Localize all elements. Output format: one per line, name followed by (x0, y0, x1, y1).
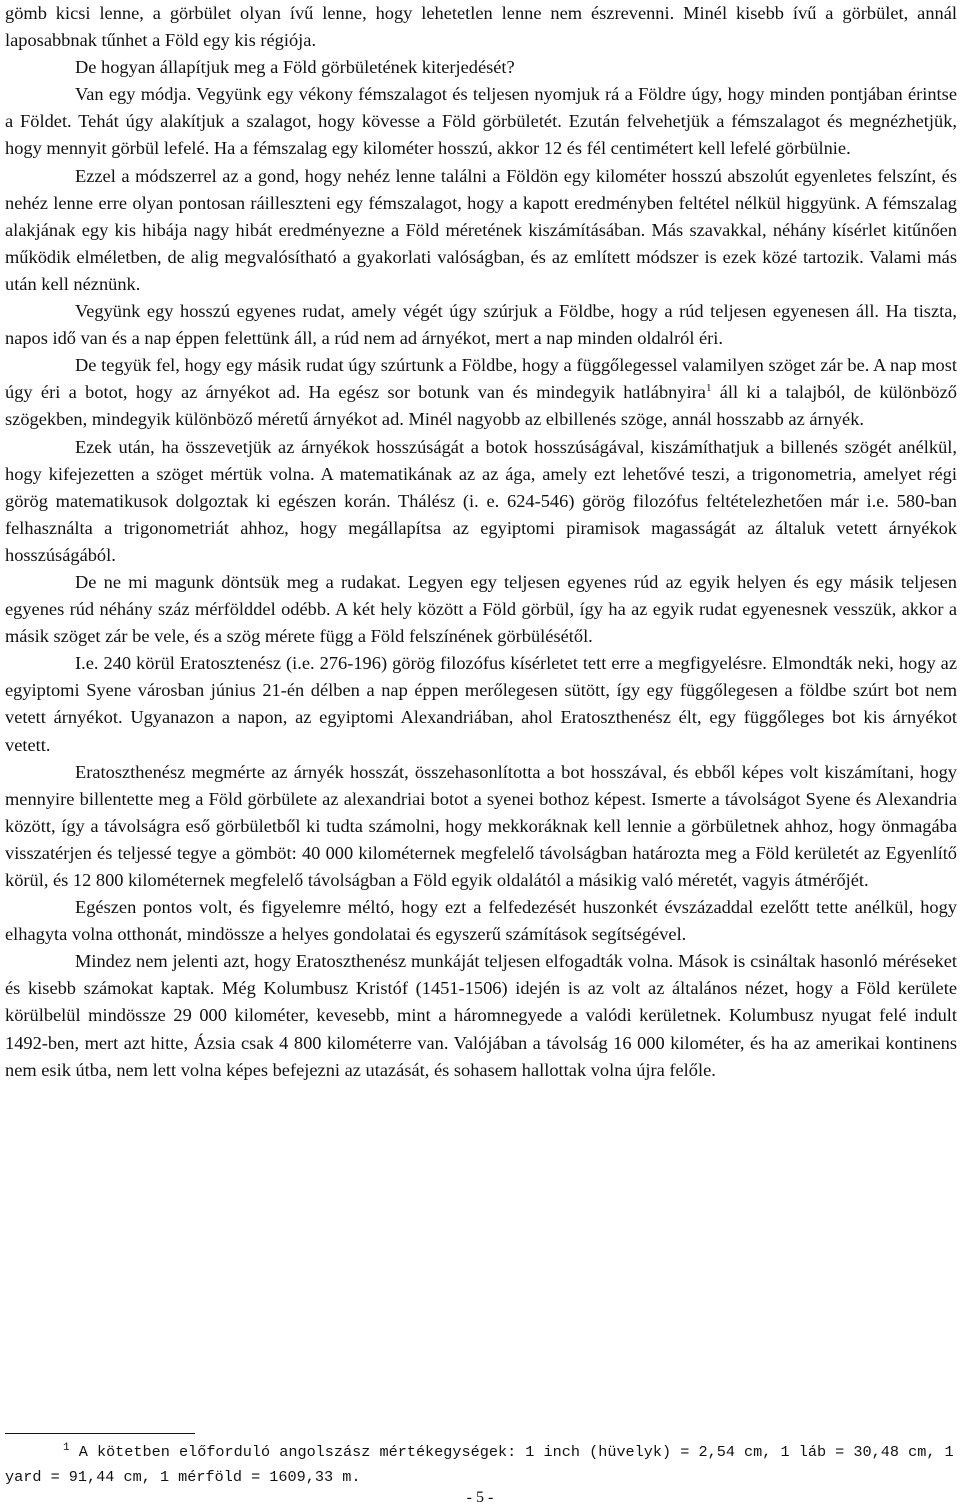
paragraph: Ezzel a módszerrel az a gond, hogy nehéz lenne találni a Földön egy kilométer hosszú abszolút egyenletes felszínt, és nehéz lenne erre olyan pontosan ráilleszteni egy fémszalagot, hogy a kapott eredményben feltétel nélkül higgyünk. A fémszalag alakjának egy kis hibája nagy hibát eredményezne a Föld méretének kiszámításában. Más szavakkal, néhány kísérlet kitűnően működik elméletben, de alig megvalósítható a gyakorlati valóságban, és az említett módszer is ezek közé tartozik. Valami más után kell néznünk. (5, 165, 957, 294)
paragraph: De ne mi magunk döntsük meg a rudakat. Legyen egy teljesen egyenes rúd az egyik helyen és egy másik teljesen egyenes rúd néhány száz mérfölddel odébb. A két hely között a Föld görbül, így ha az egyik rudat egyenesnek vesszük, akkor a másik szöget zár be vele, és a szög mérete függ a Föld felszínének görbülésétől. (5, 571, 957, 647)
footnote (5, 1440, 957, 1490)
paragraph: Mindez nem jelenti azt, hogy Eratoszthenész munkáját teljesen elfogadták volna. Mások is csináltak hasonló méréseket és kisebb számokat kaptak. Még Kolumbusz Kristóf (1451-1506) idején is az volt az általános nézet, hogy a Föld kerülete körülbelül mindössze 29 000 kilométer, kevesebb, mint a háromnegyede a valódi kerületnek. Kolumbusz nyugat felé indult 1492-ben, mert azt hitte, Ázsia csak 4 800 kilométerre van. Valójában a távolság 16 000 kilométer, és ha az amerikai kontinens nem esik útba, nem lett volna képes befejezni az utazását, és sohasem hallottak volna újra felőle. (5, 951, 957, 1080)
footnote-separator (5, 1433, 195, 1434)
paragraph-text-after-footnote: áll ki a talajból, de különböző szögekben, mindegyik különböző méretű árnyékot ad. Minél nagyobb az elbillenés szöge, annál hosszabb az árnyék. (5, 382, 957, 430)
paragraph: Egészen pontos volt, és figyelemre méltó, hogy ezt a felfedezését huszonkét évszázaddal ezelőtt tette anélkül, hogy elhagyta volna otthonát, mindössze a helyes gondolatai és egyszerű számítások segítségével. (5, 897, 957, 945)
paragraph: Ezek után, ha összevetjük az árnyékok hosszúságát a botok hosszúságával, kiszámíthatjuk a billenés szögét anélkül, hogy kifejezetten a szöget mértük volna. A matematikának az az ága, amely ezt lehetővé teszi, a trigonometria, amelyet régi görög matematikusok dolgoztak ki egészen korán. Thálész (i. e. 624-546) görög filozófus feltételezhetően már i.e. 580-ban felhasználta a trigonometriát ahhoz, hogy megállapítsa az egyiptomi piramisok magasságát az általuk vetett árnyékok hosszúságából. (5, 436, 957, 565)
paragraph: Van egy módja. Vegyünk egy vékony fémszalagot és teljesen nyomjuk rá a Földre úgy, hogy minden pontjában érintse a Földet. Tehát úgy alakítjuk a szalagot, hogy kövesse a Föld görbületét. Ezután felvehetjük a fémszalagot és megnézhetjük, hogy mennyit görbül lefelé. Ha a fémszalag egy kilométer hosszú, akkor 12 és fél centimétert kell lefelé görbülnie. (5, 84, 957, 159)
paragraph: I.e. 240 körül Eratosztenész (i.e. 276-196) görög filozófus kísérletet tett erre a megfigyelésre. Elmondták neki, hogy az egyiptomi Syene városban június 21-én délben a nap éppen merőlegesen sütött, így egy függőlegesen a földbe szúrt bot nem vetett árnyékot. Ugyanazon a napon, az egyiptomi Alexandriában, ahol Eratoszthenész élt, egy függőleges bot kis árnyékot vetett. (5, 653, 957, 755)
footnote-text: A kötetben előforduló angolszász mértékegységek: 1 inch (hüvelyk) = 2,54 cm, 1 láb = 30,48 cm, 1 yard = 91,44 cm, 1 mérföld = 1609,33 m. (5, 1443, 954, 1486)
paragraph: Vegyünk egy hosszú egyenes rudat, amely végét úgy szúrjuk a Földbe, hogy a rúd teljesen egyenesen áll. Ha tiszta, napos idő van és a nap éppen felettünk áll, a rúd nem ad árnyékot, mert a nap minden oldalról éri. (5, 301, 957, 349)
paragraph (5, 352, 957, 433)
footnote-marker: 1 (63, 1441, 70, 1454)
page-number: - 5 - (466, 1489, 494, 1506)
paragraph-text-before-footnote: De tegyük fel, hogy egy másik rudat úgy szúrtunk a Földbe, hogy a függőlegessel valamilyen szöget zár be. A nap most úgy éri a botot, hogy az árnyékot ad. Ha egész sor botunk van és mindegyik hatlábnyira (5, 355, 957, 403)
paragraph: gömb kicsi lenne, a görbület olyan ívű lenne, hogy lehetetlen lenne nem észrevenni. Minél kisebb ívű a görbület, annál laposabbnak tűnhet a Föld egy kis régiója. (5, 3, 957, 51)
paragraph: De hogyan állapítjuk meg a Föld görbületének kiterjedését? (75, 57, 515, 78)
document-body (5, 0, 957, 1084)
footnote-reference: 1 (705, 382, 712, 395)
paragraph: Eratoszthenész megmérte az árnyék hosszát, összehasonlította a bot hosszával, és ebből képes volt kiszámítani, hogy mennyire billentette meg a Föld görbülete az alexandriai botot a syenei bothoz képest. Ismerte a távolságot Syene és Alexandria között, így a távolságra eső görbületből ki tudta számolni, hogy mekkoráknak kell lennie a görbületnek ahhoz, hogy önmagába visszatérjen és teljessé tegye a gömböt: 40 000 kilométernek megfelelő távolságban határozta meg a Föld kerületét az Egyenlítő körül, és 12 800 kilométernek megfelelő távolságban a Föld egyik oldalától a másikig való méretét, vagyis átmérőjét. (5, 761, 957, 890)
